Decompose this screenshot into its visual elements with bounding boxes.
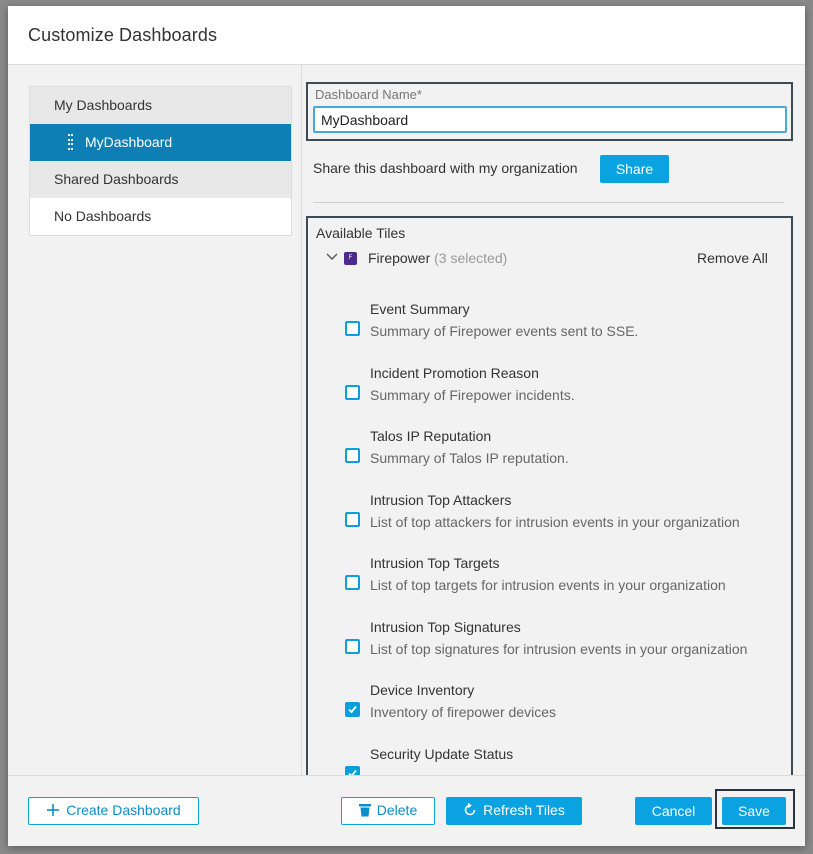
refresh-icon [463,803,477,817]
tile-item[interactable] [308,428,788,488]
divider [313,202,784,203]
tile-description: Summary of Talos IP reputation. [370,450,569,466]
tile-item[interactable] [308,555,788,615]
shared-empty-text: No Dashboards [30,198,291,235]
dashboard-name-group [306,82,793,141]
tile-item[interactable] [308,492,788,552]
tile-checkbox[interactable] [345,448,360,463]
tile-checkbox[interactable] [345,639,360,654]
dashboard-editor-pane [303,65,805,775]
dashboard-item-mydashboard[interactable] [30,124,291,161]
dashboard-item-label: MyDashboard [85,134,173,150]
modal-header [8,6,805,65]
tile-checkbox[interactable] [345,321,360,336]
modal-title: Customize Dashboards [28,25,218,45]
dashboard-list [29,86,292,236]
dashboard-name-label: Dashboard Name* [315,87,422,102]
trash-icon [359,803,371,817]
available-tiles-panel[interactable] [306,216,793,775]
modal-body [8,65,805,775]
dashboard-list-pane [8,65,302,775]
tile-title: Intrusion Top Signatures [370,619,521,635]
firepower-icon: F [344,252,357,265]
create-dashboard-label: Create Dashboard [66,802,181,818]
modal-footer [8,775,805,846]
drag-handle-icon[interactable] [68,134,74,151]
tile-description: List of top signatures for intrusion events in your organization [370,641,748,657]
tile-description: Summary of Firepower incidents. [370,387,575,403]
tile-title: Incident Promotion Reason [370,365,539,381]
tile-title: Intrusion Top Targets [370,555,500,571]
my-dashboards-header: My Dashboards [30,87,291,124]
tile-description: List of top attackers for intrusion events in your organization [370,514,740,530]
remove-all-button[interactable]: Remove All [697,250,768,266]
checkmark-icon [347,768,358,775]
tile-checkbox[interactable] [345,512,360,527]
checkmark-icon [347,704,358,715]
tile-item[interactable] [308,682,788,742]
tile-title: Event Summary [370,301,470,317]
refresh-tiles-button[interactable] [446,797,582,825]
delete-button[interactable] [341,797,435,825]
save-button[interactable]: Save [722,797,786,825]
delete-label: Delete [376,802,418,818]
tile-group-count: (3 selected) [434,250,508,266]
available-tiles-title: Available Tiles [316,225,406,241]
tile-item[interactable] [308,301,788,361]
tile-description: Summary of Firepower events sent to SSE. [370,323,639,339]
tile-checkbox[interactable] [345,766,360,775]
tile-description: Inventory of firepower devices [370,704,556,720]
tile-checkbox[interactable] [345,575,360,590]
customize-dashboards-modal [8,6,805,846]
tile-checkbox[interactable] [345,385,360,400]
tile-title: Intrusion Top Attackers [370,492,512,508]
tile-title: Talos IP Reputation [370,428,492,444]
share-description: Share this dashboard with my organization [313,160,578,176]
create-dashboard-button[interactable] [28,797,199,825]
tile-title: Device Inventory [370,682,475,698]
cancel-button[interactable]: Cancel [635,797,712,825]
tile-item[interactable] [308,619,788,679]
tile-group-name: Firepower [368,250,431,266]
shared-dashboards-header: Shared Dashboards [30,161,291,198]
tile-item[interactable] [308,746,788,775]
tile-item[interactable] [308,365,788,425]
tile-group-firepower[interactable] [368,250,507,266]
refresh-tiles-label: Refresh Tiles [483,802,565,818]
dashboard-name-input[interactable] [313,106,787,133]
tile-title: Security Update Status [370,746,514,762]
plus-icon [46,803,60,817]
tile-description: List of top targets for intrusion events in your organization [370,577,726,593]
share-button[interactable]: Share [600,155,669,183]
chevron-down-icon[interactable] [326,250,338,262]
tile-checkbox[interactable] [345,702,360,717]
